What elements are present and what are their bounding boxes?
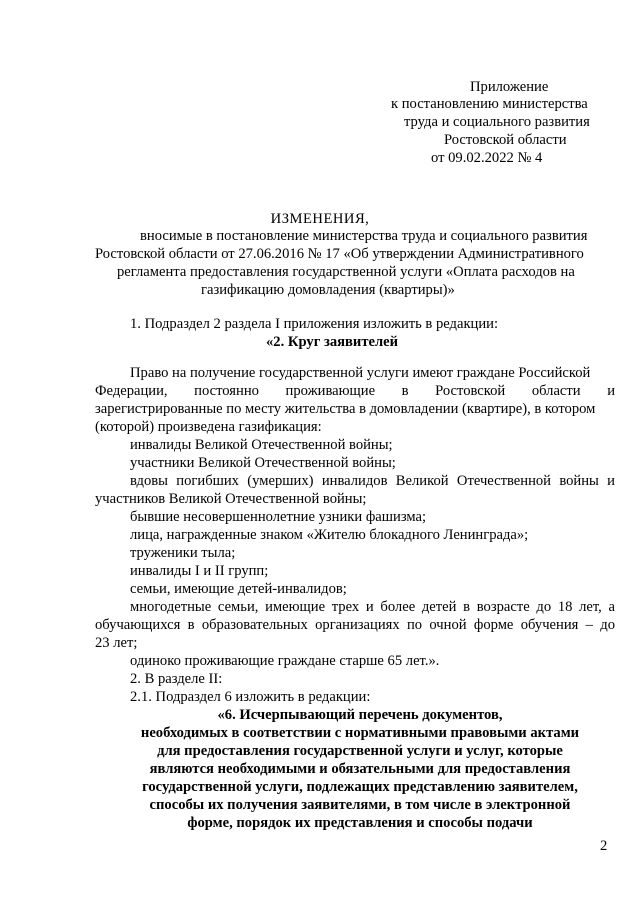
appendix-line-1: Приложение [470, 79, 549, 95]
subtitle-line-2: Ростовской области от 27.06.2016 № 17 «Об утверждении Административного [95, 246, 584, 262]
item-2-1: 2.1. Подраздел 6 изложить в редакции: [130, 689, 371, 705]
list-item-9-cont: обучающихся в образовательных организациях по очной форме обучения – до [95, 617, 615, 633]
list-item-3: вдовы погибших (умерших) инвалидов Великой Отечественной войны и [130, 473, 615, 489]
list-item-1: инвалиды Великой Отечественной войны; [130, 437, 393, 453]
section-6-heading-line-4: являются необходимыми и обязательными для предоставления [149, 761, 571, 777]
item-1: 1. Подраздел 2 раздела I приложения изложить в редакции: [130, 316, 499, 332]
list-item-4: бывшие несовершеннолетние узники фашизма; [130, 509, 427, 525]
section-6-heading-line-2: необходимых в соответствии с нормативными правовыми актами [140, 725, 580, 741]
appendix-line-3: труда и социального развития [404, 114, 590, 130]
appendix-line-2: к постановлению министерства [391, 96, 588, 112]
appendix-line-5: от 09.02.2022 № 4 [431, 150, 543, 166]
appendix-line-4: Ростовской области [444, 132, 567, 148]
section-6-heading-line-1: «6. Исчерпывающий перечень документов, [217, 707, 503, 723]
subtitle-line-1: вносимые в постановление министерства труда и социального развития [140, 228, 588, 244]
para1-line-2: Федерации, постоянно проживающие в Ростовской области и [95, 383, 615, 399]
section-6-heading-line-5: государственной услуги, подлежащих представлению заявителем, [142, 779, 578, 795]
section-6-heading-line-3: для предоставления государственной услуги и услуг, которые [157, 743, 563, 759]
subtitle-line-3: регламента предоставления государственной услуги «Оплата расходов на [117, 264, 575, 280]
para1-line-1: Право на получение государственной услуги имеют граждане Российской [130, 365, 591, 381]
list-item-9-end: 23 лет; [95, 635, 138, 651]
page-number: 2 [600, 838, 608, 854]
section-6-heading-line-6: способы их получения заявителями, в том числе в электронной [149, 797, 571, 813]
section-2-heading: «2. Круг заявителей [266, 334, 399, 350]
item-2: 2. В разделе II: [130, 671, 223, 687]
document-title: ИЗМЕНЕНИЯ, [270, 211, 370, 227]
list-item-3-cont: участников Великой Отечественной войны; [95, 491, 367, 507]
para1-line-3: зарегистрированные по месту жительства в домовладении (квартире), в котором [95, 401, 596, 417]
list-item-10: одиноко проживающие граждане старше 65 лет.». [130, 653, 440, 669]
list-item-2: участники Великой Отечественной войны; [130, 455, 396, 471]
list-item-8: семьи, имеющие детей-инвалидов; [130, 581, 347, 597]
list-item-7: инвалиды I и II групп; [130, 563, 269, 579]
para1-line-4: (которой) произведена газификация: [95, 419, 322, 435]
list-item-9: многодетные семьи, имеющие трех и более детей в возрасте до 18 лет, а [130, 599, 615, 615]
list-item-5: лица, награжденные знаком «Жителю блокадного Ленинграда»; [130, 527, 529, 543]
section-6-heading-line-7: форме, порядок их представления и способы подачи [187, 815, 533, 831]
list-item-6: труженики тыла; [130, 545, 236, 561]
subtitle-line-4: газификацию домовладения (квартиры)» [201, 282, 455, 298]
